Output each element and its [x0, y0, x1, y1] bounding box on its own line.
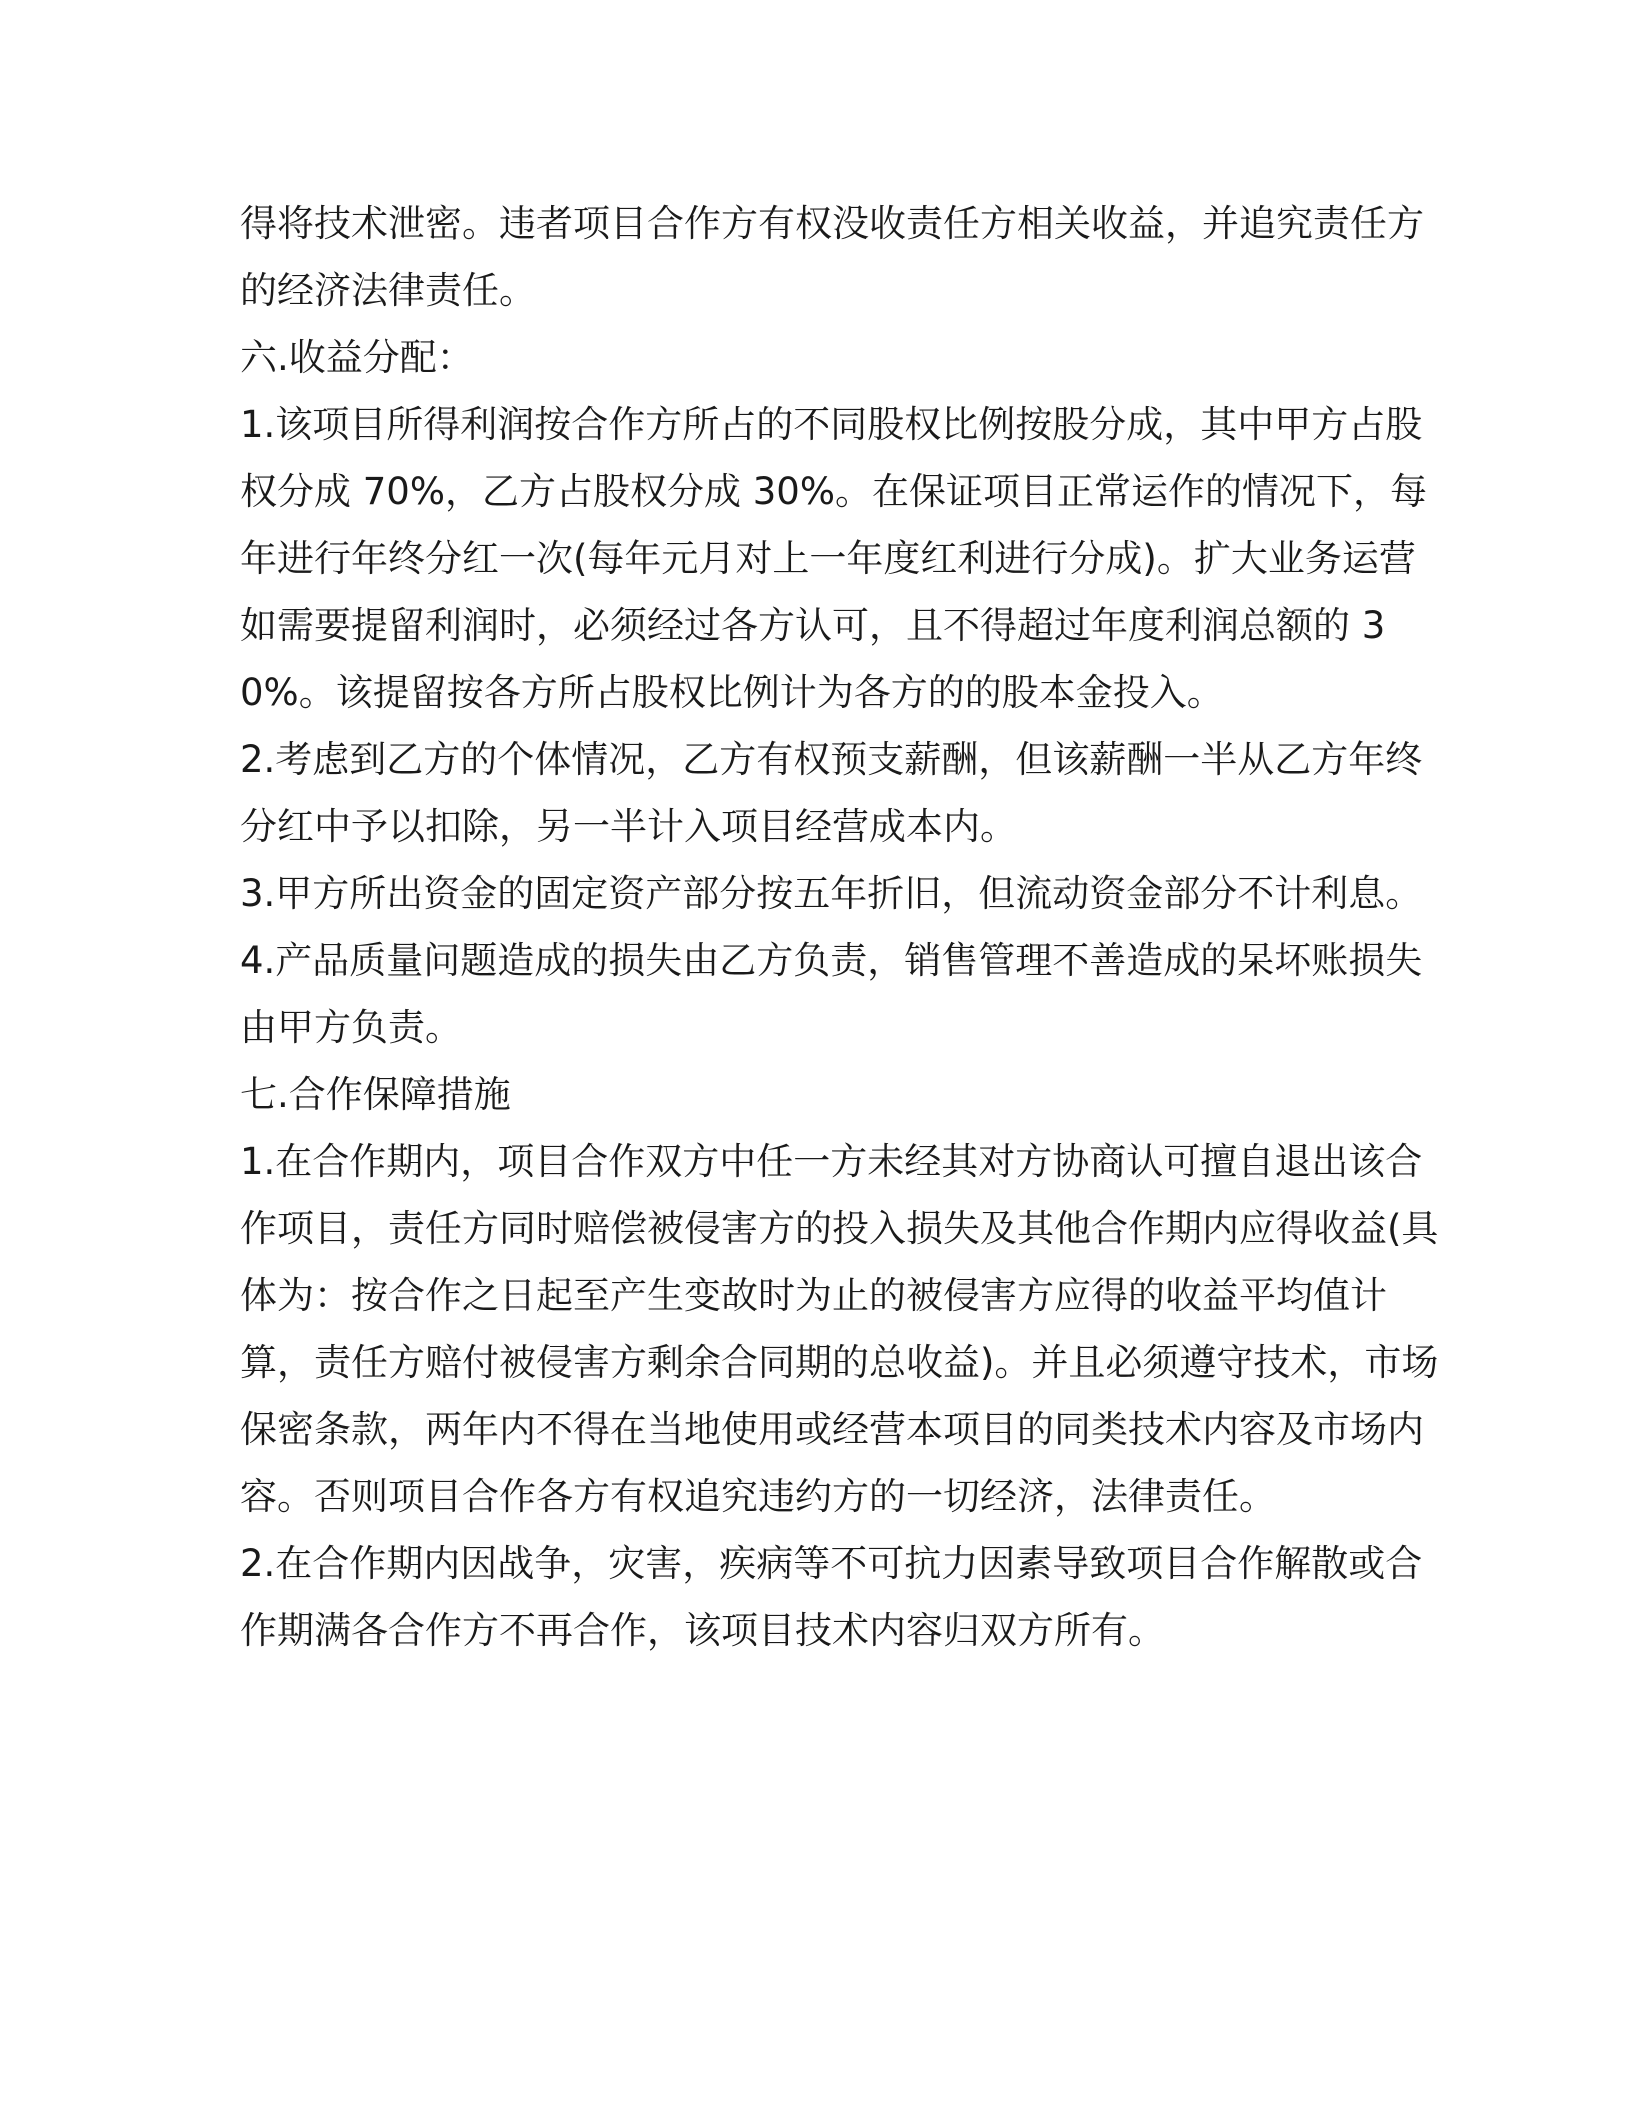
document-body — [240, 190, 1440, 1664]
paragraph-profit-item-4: 4.产品质量问题造成的损失由乙方负责，销售管理不善造成的呆坏账损失由甲方负责。 — [240, 939, 1423, 1049]
paragraph-safeguard-item-1: 1.在合作期内，项目合作双方中任一方未经其对方协商认可擅自退出该合作项目，责任方同时赔偿被侵害方的投入损失及其他合作期内应得收益(具体为：按合作之日起至产生变故时为止的被侵害方应得的收益平均值计算，责任方赔付被侵害方剩余合同期的总收益)。并且必须遵守技术，市场保密条款，两年内不得在当地使用或经营本项目的同类技术内容及市场内容。否则项目合作各方有权追究违约方的一切经济，法律责任。 — [240, 1140, 1439, 1518]
paragraph-profit-item-2: 2.考虑到乙方的个体情况，乙方有权预支薪酬，但该薪酬一半从乙方年终分红中予以扣除，另一半计入项目经营成本内。 — [240, 738, 1423, 848]
section-heading-profit-distribution: 六.收益分配： — [240, 336, 474, 379]
paragraph-profit-item-3: 3.甲方所出资金的固定资产部分按五年折旧，但流动资金部分不计利息。 — [240, 872, 1423, 915]
paragraph-safeguard-item-2: 2.在合作期内因战争，灾害，疾病等不可抗力因素导致项目合作解散或合作期满各合作方不再合作，该项目技术内容归双方所有。 — [240, 1542, 1423, 1652]
paragraph-confidentiality-continued: 得将技术泄密。违者项目合作方有权没收责任方相关收益，并追究责任方的经济法律责任。 — [240, 202, 1424, 312]
paragraph-profit-item-1: 1.该项目所得利润按合作方所占的不同股权比例按股分成，其中甲方占股权分成 70%，乙方占股权分成 30%。在保证项目正常运作的情况下，每年进行年终分红一次(每年元月对上一年度红利进行分成)。扩大业务运营如需要提留利润时，必须经过各方认可，且不得超过年度利润总额的 30%。该提留按各方所占股权比例计为各方的的股本金投入。 — [240, 403, 1427, 714]
section-heading-cooperation-safeguards: 七.合作保障措施 — [240, 1073, 511, 1116]
